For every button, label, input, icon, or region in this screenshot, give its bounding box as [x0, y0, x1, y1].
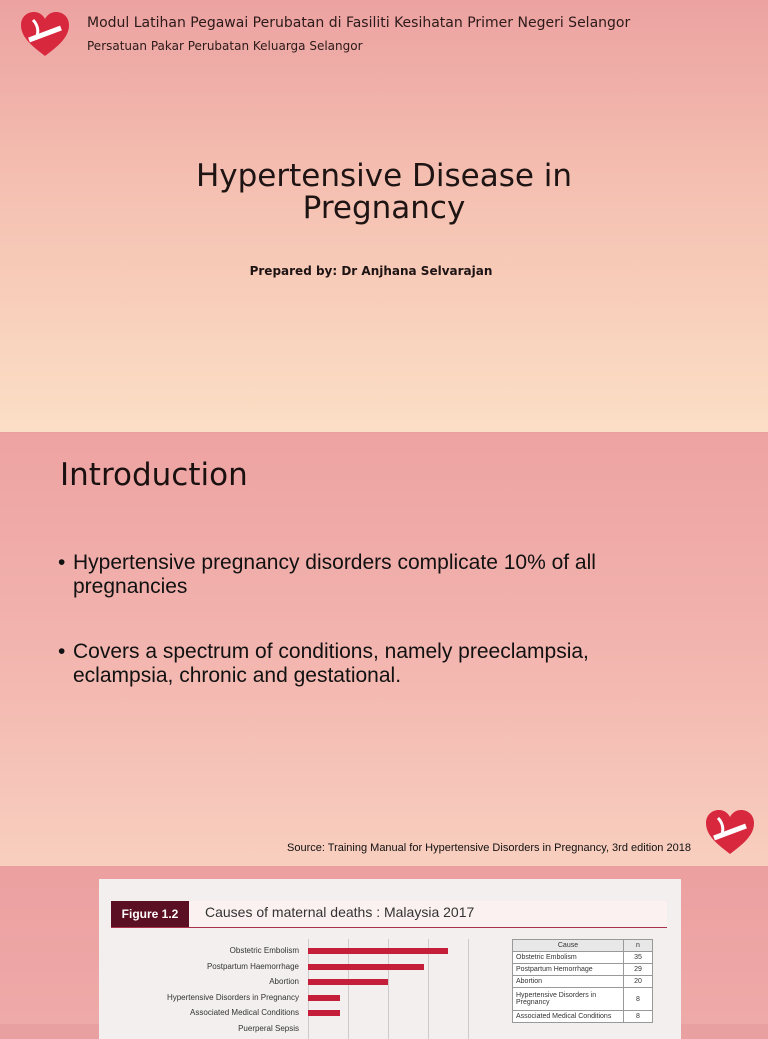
table-cell: 29	[624, 964, 653, 976]
table-cell: Associated Medical Conditions	[513, 1011, 624, 1023]
table-cell: 8	[624, 1011, 653, 1023]
column-header-cause: Cause	[513, 940, 624, 952]
title-slide	[0, 0, 768, 432]
pps-heart-logo	[19, 10, 71, 58]
cause-table	[512, 939, 653, 1023]
gridline	[388, 939, 389, 1039]
gridline	[348, 939, 349, 1039]
figure-panel	[99, 879, 681, 1039]
bullet-text: Covers a spectrum of conditions, namely preeclampsia, eclampsia, chronic and gestational.	[73, 640, 589, 687]
table-row	[513, 964, 653, 976]
table-row	[513, 988, 653, 1011]
header-association: Persatuan Pakar Perubatan Keluarga Selangor	[87, 39, 363, 53]
bar	[308, 948, 448, 954]
column-header-n: n	[624, 940, 653, 952]
category-label: Puerperal Sepsis	[238, 1023, 299, 1033]
bullet-dot: •	[58, 640, 66, 663]
bar	[308, 1010, 340, 1016]
figure-label: Figure 1.2	[111, 901, 189, 927]
table-row	[513, 952, 653, 964]
table-cell: Postpartum Hemorrhage	[513, 964, 624, 976]
bullet-item	[58, 551, 693, 599]
category-label: Obstetric Embolism	[229, 946, 299, 955]
introduction-slide	[0, 433, 768, 866]
presentation-title	[0, 160, 768, 224]
table-row	[513, 1011, 653, 1023]
pps-heart-logo	[704, 808, 756, 856]
figure-header	[111, 901, 667, 928]
bar	[308, 979, 388, 985]
bullet-text: Hypertensive pregnancy disorders complicate 10% of all pregnancies	[73, 551, 596, 598]
table-cell: Obstetric Embolism	[513, 952, 624, 964]
category-label: Hypertensive Disorders in Pregnancy	[166, 992, 299, 1002]
prepared-by: Prepared by: Dr Anjhana Selvarajan	[249, 264, 493, 278]
header-module-title: Modul Latihan Pegawai Perubatan di Fasiliti Kesihatan Primer Negeri Selangor	[87, 15, 631, 31]
category-label: Abortion	[269, 977, 299, 986]
bar	[308, 964, 424, 970]
table-cell: 20	[624, 976, 653, 988]
category-label: Associated Medical Conditions	[190, 1008, 299, 1017]
category-label: Postpartum Haemorrhage	[206, 961, 299, 971]
table-row	[513, 976, 653, 988]
gridline	[428, 939, 429, 1039]
gridline	[308, 939, 309, 1039]
bullet-item	[58, 640, 693, 688]
title-line-2: Pregnancy	[302, 190, 466, 226]
gridline	[468, 939, 469, 1039]
figure-title: Causes of maternal deaths : Malaysia 2017	[205, 904, 475, 920]
source-citation: Source: Training Manual for Hypertensive Disorders in Pregnancy, 3rd edition 2018	[287, 842, 691, 854]
table-cell: 35	[624, 952, 653, 964]
maternal-deaths-slide	[0, 867, 768, 1033]
table-cell: Abortion	[513, 976, 624, 988]
table-cell: Hypertensive Disorders in Pregnancy	[513, 988, 624, 1011]
title-line-1: Hypertensive Disease in	[195, 158, 573, 194]
slide-title: Introduction	[60, 457, 248, 493]
table-header-row	[513, 940, 653, 952]
table-cell: 8	[624, 988, 653, 1011]
bullet-dot: •	[58, 551, 66, 574]
bar	[308, 995, 340, 1001]
